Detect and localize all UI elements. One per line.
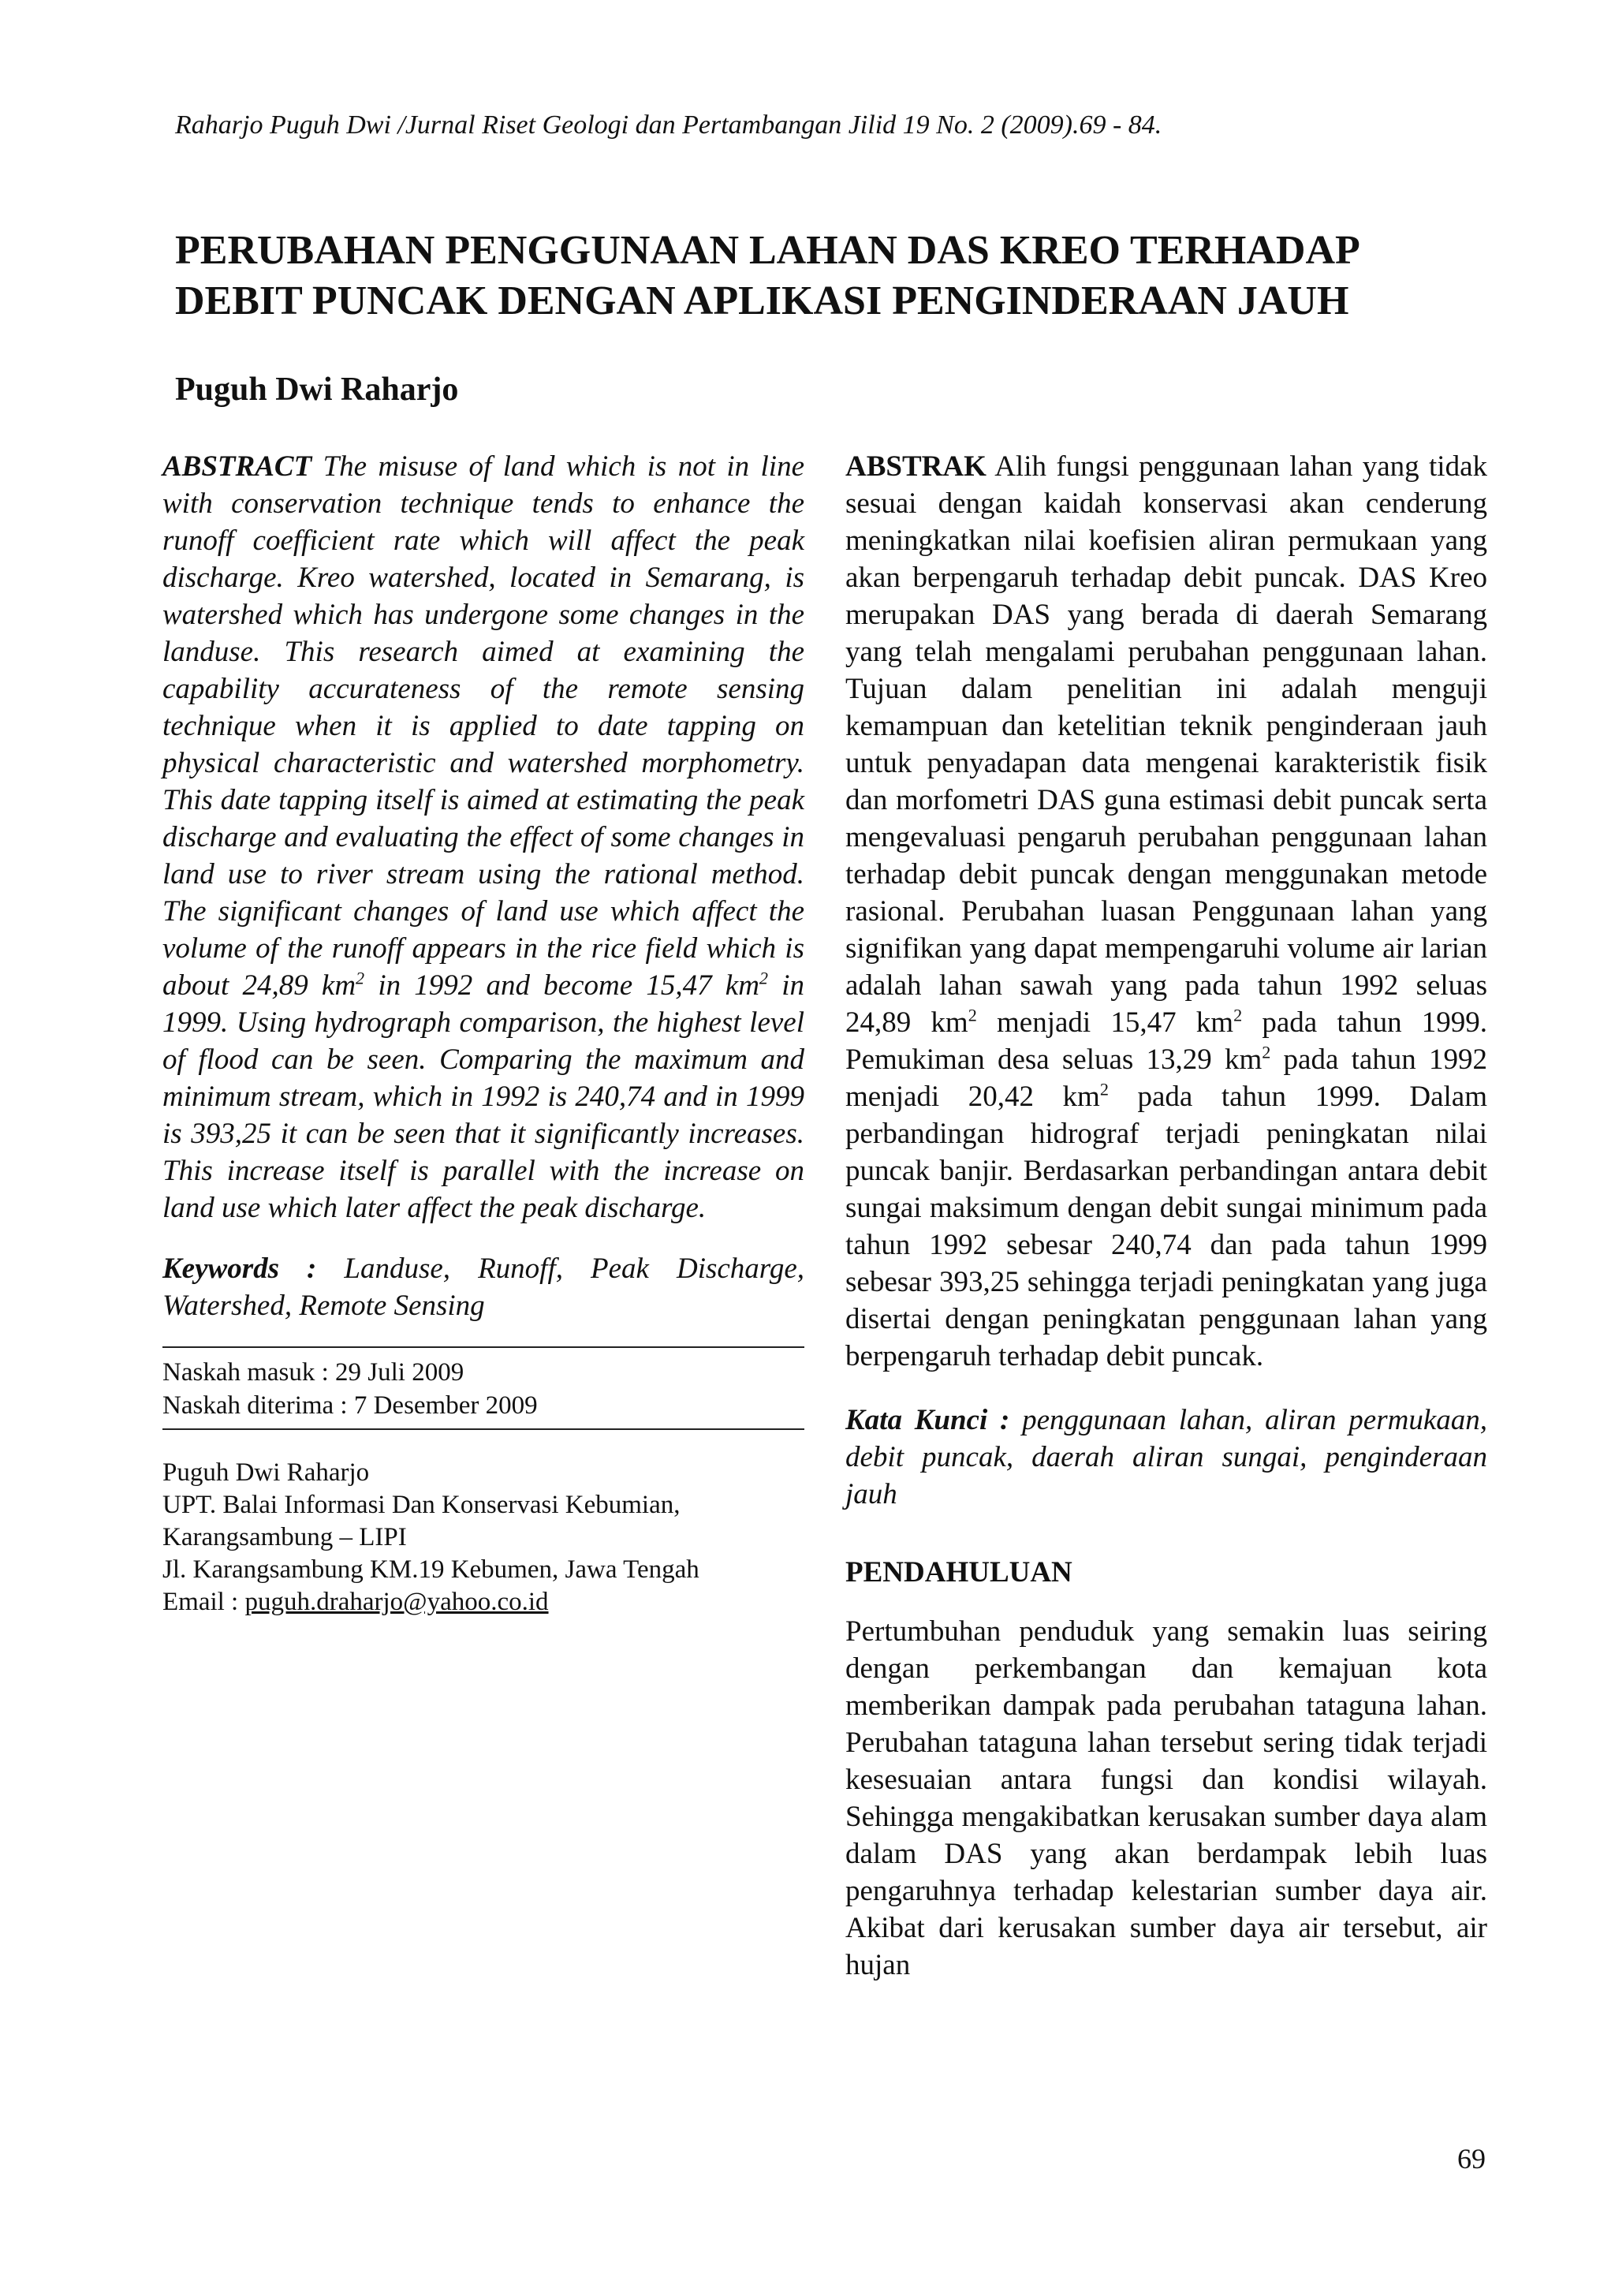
superscript-2: 2: [1099, 1079, 1109, 1099]
superscript-2: 2: [1233, 1005, 1243, 1025]
abstrak-text-1: Alih fungsi penggunaan lahan yang tidak sesuai dengan kaidah konservasi akan cenderung meningkatkan nilai koefisien aliran permukaan yang akan berpengaruh terhadap debit puncak. DAS Kreo merupakan DAS yang berada di daerah Semarang yang telah mengalami perubahan penggunaan lahan. Tujuan dalam penelitian ini adalah menguji kemampuan dan ketelitian teknik penginderaan jauh untuk penyadapan data mengenai karakteristik fisik dan morfometri DAS guna estimasi debit puncak serta mengevaluasi pengaruh perubahan penggunaan lahan terhadap debit puncak dengan menggunakan metode rasional. Perubahan luasan Penggunaan lahan yang signifikan yang dapat mempengaruhi volume air larian adalah lahan sawah yang pada tahun 1992 seluas 24,89 km: [845, 450, 1487, 1039]
abstrak-text-3: pada tahun 1999. Pemukiman desa seluas 13,29 km: [845, 1006, 1488, 1076]
affiliation-address: Jl. Karangsambung KM.19 Kebumen, Jawa Tengah: [162, 1555, 699, 1584]
keywords-english: [162, 1250, 804, 1324]
affiliation-unit: UPT. Balai Informasi Dan Konservasi Kebumian,: [162, 1491, 681, 1519]
abstrak-label: ABSTRAK: [845, 450, 987, 483]
kata-kunci-label: Kata Kunci :: [845, 1404, 1010, 1436]
abstract-text-2: in 1992 and become 15,47 km: [364, 969, 759, 1002]
author-name: Puguh Dwi Raharjo: [175, 371, 459, 408]
superscript-2: 2: [1262, 1042, 1271, 1062]
abstract-english: [162, 448, 804, 1226]
submission-dates: [162, 1346, 804, 1430]
abstrak-indonesian: [845, 448, 1487, 1375]
kata-kunci: [845, 1402, 1487, 1513]
date-received: Naskah masuk : 29 Juli 2009: [162, 1358, 464, 1387]
affiliation-name: Puguh Dwi Raharjo: [162, 1458, 370, 1487]
section-heading-pendahuluan: PENDAHULUAN: [845, 1556, 1072, 1589]
introduction-paragraph: Pertumbuhan penduduk yang semakin luas seiring dengan perkembangan dan kemajuan kota memberikan dampak pada perubahan tataguna lahan. Perubahan tataguna lahan tersebut sering tidak terjadi kesesuaian antara fungsi dan kondisi wilayah. Sehingga mengakibatkan kerusakan sumber daya alam dalam DAS yang akan berdampak lebih luas pengaruhnya terhadap kelestarian sumber daya air. Akibat dari kerusakan sumber daya air tersebut, air hujan: [845, 1615, 1487, 1981]
superscript-2: 2: [968, 1005, 977, 1025]
superscript-2: 2: [759, 968, 769, 988]
article-title: [175, 226, 1468, 327]
author-affiliation: [162, 1457, 804, 1618]
date-accepted: Naskah diterima : 7 Desember 2009: [162, 1391, 538, 1420]
abstract-text-1: The misuse of land which is not in line with conservation technique tends to enhance the runoff coefficient rate which will affect the peak discharge. Kreo watershed, located in Semarang, is watershed which has undergone some changes in the landuse. This research aimed at examining the capability accurateness of the remote sensing technique when it is applied to date tapping on physical characteristic and watershed morphometry. This date tapping itself is aimed at estimating the peak discharge and evaluating the effect of some changes in land use to river stream using the rational method. The significant changes of land use which affect the volume of the runoff appears in the rice field which is about 24,89 km: [162, 450, 804, 1002]
abstrak-text-2: menjadi 15,47 km: [976, 1006, 1234, 1039]
right-column: [845, 448, 1487, 1984]
abstrak-text-5: pada tahun 1999. Dalam perbandingan hidrograf terjadi peningkatan nilai puncak banjir. Berdasarkan perbandingan antara debit sungai maksimum dengan debit sungai minimum pada tahun 1992 sebesar 240,74 dan pada tahun 1999 sebesar 393,25 sehingga terjadi peningkatan yang juga disertai dengan peningkatan penggunaan lahan yang berpengaruh terhadap debit puncak.: [845, 1081, 1488, 1372]
left-column: [162, 448, 804, 1618]
abstract-text-3: in 1999. Using hydrograph comparison, the highest level of flood can be seen. Comparing the maximum and minimum stream, which in 1992 is 240,74 and in 1999 is 393,25 it can be seen that it significantly increases. This increase itself is parallel with the increase on land use which later affect the peak discharge.: [162, 969, 804, 1224]
kata-kunci-text: penggunaan lahan, aliran permukaan, debit puncak, daerah aliran sungai, penginderaan jauh: [845, 1404, 1487, 1510]
abstrak-text-4: pada tahun 1992 menjadi 20,42 km: [845, 1043, 1488, 1113]
email-link[interactable]: puguh.draharjo@yahoo.co.id: [244, 1588, 549, 1616]
abstract-label: ABSTRACT: [162, 450, 312, 483]
email-label: Email :: [162, 1588, 245, 1616]
title-line-2: DEBIT PUNCAK DENGAN APLIKASI PENGINDERAAN JAUH: [175, 278, 1349, 323]
superscript-2: 2: [356, 968, 365, 988]
affiliation-email-line: [162, 1586, 804, 1618]
keywords-label: Keywords :: [162, 1253, 317, 1285]
running-header: Raharjo Puguh Dwi /Jurnal Riset Geologi dan Pertambangan Jilid 19 No. 2 (2009).69 - 84.: [175, 110, 1162, 140]
title-line-1: PERUBAHAN PENGGUNAAN LAHAN DAS KREO TERHADAP: [175, 228, 1360, 273]
keywords-text: Landuse, Runoff, Peak Discharge, Watershed, Remote Sensing: [162, 1253, 804, 1322]
affiliation-institution: Karangsambung – LIPI: [162, 1523, 407, 1551]
page-number: 69: [1457, 2143, 1486, 2175]
